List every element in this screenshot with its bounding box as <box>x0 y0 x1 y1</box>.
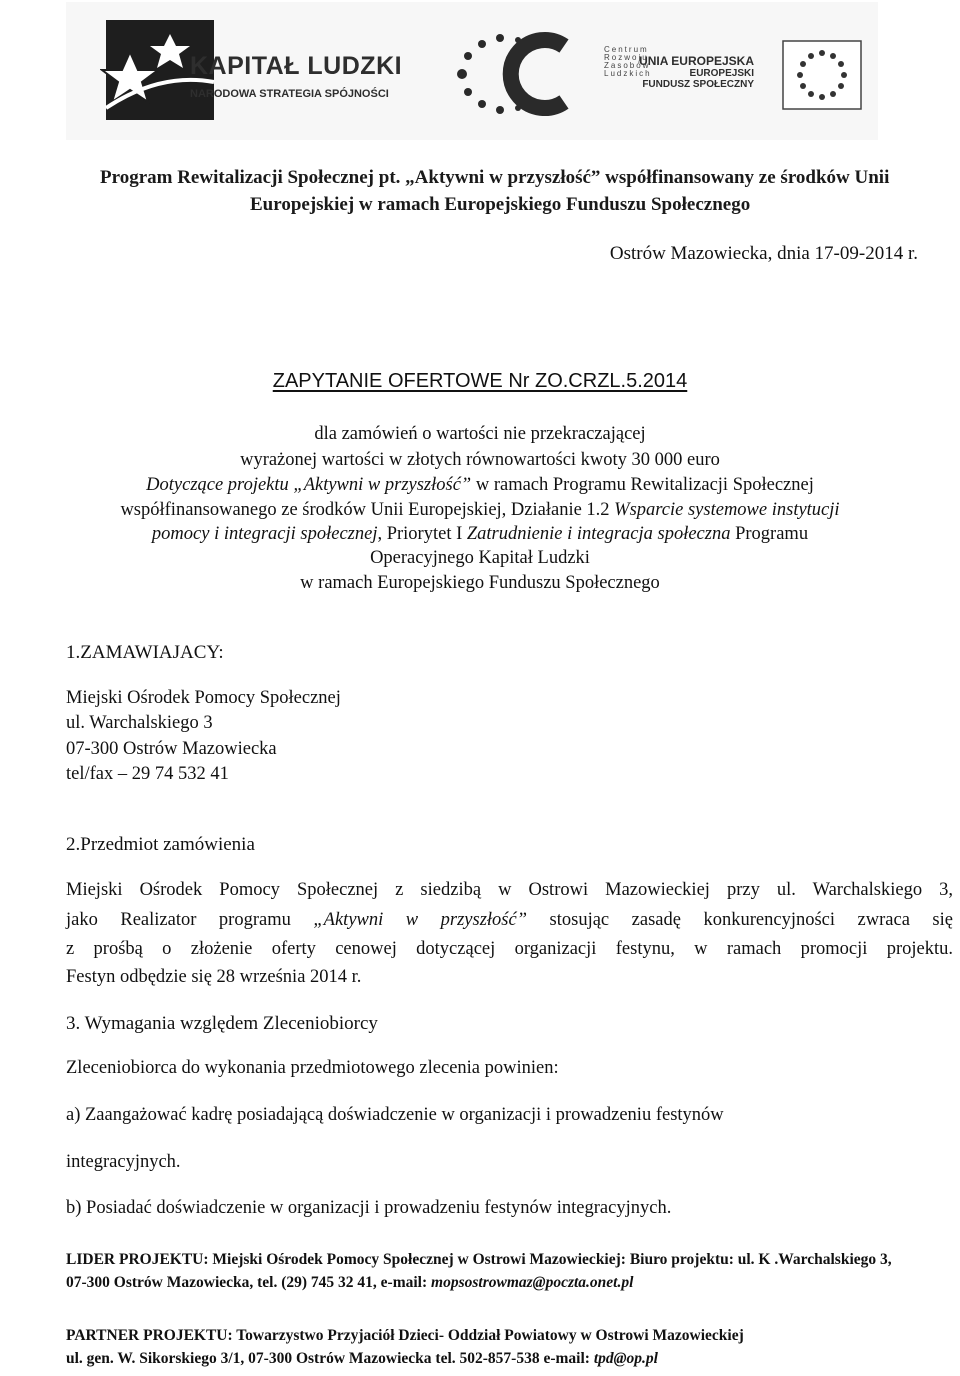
leader-email-link[interactable]: mopsostrowmaz@poczta.onet.pl <box>431 1274 634 1291</box>
intro-line-6: Operacyjnego Kapitał Ludzki <box>370 548 590 568</box>
eu-fund-text: UNIA EUROPEJSKA EUROPEJSKI FUNDUSZ SPOŁECZNY <box>639 54 754 90</box>
orderer-street: ul. Warchalskiego 3 <box>66 713 213 733</box>
section-3-intro: Zleceniobiorca do wykonania przedmiotowego zlecenia powinien: <box>66 1058 559 1078</box>
requirement-a-line-1: a) Zaangażować kadrę posiadającą doświadczenie w organizacji i prowadzeniu festynów <box>66 1105 724 1125</box>
leader-line-1: LIDER PROJEKTU: Miejski Ośrodek Pomocy Społecznej w Ostrowi Mazowieckiej: Biuro projektu: ul. K .Warchalskiego 3, <box>66 1251 892 1268</box>
section-2-heading: 2.Przedmiot zamówienia <box>66 834 255 855</box>
program-line-2: Europejskiej w ramach Europejskiego Funduszu Społecznego <box>250 194 751 215</box>
intro-line-2: wyrażonej wartości w złotych równowartości kwoty 30 000 euro <box>240 450 720 470</box>
document-title: ZAPYTANIE OFERTOWE Nr ZO.CRZL.5.2014 <box>272 370 688 392</box>
section-2-line-2: jako Realizator programu „Aktywni w przyszłość” stosując zasadę konkurencyjności zwraca się <box>66 910 953 930</box>
intro-line-3: Dotyczące projektu „Aktywni w przyszłość” w ramach Programu Rewitalizacji Społecznej <box>146 475 814 495</box>
kapital-ludzki-subtitle: NARODOWA STRATEGIA SPÓJNOŚCI <box>190 88 389 100</box>
intro-line-7: w ramach Europejskiego Funduszu Społecznego <box>300 573 660 593</box>
place-date: Ostrów Mazowiecka, dnia 17-09-2014 r. <box>609 243 918 264</box>
intro-line-1: dla zamówień o wartości nie przekraczającej <box>314 424 646 444</box>
crz-text: Centrum Rozwoju Zasobów Ludzkich <box>604 45 652 78</box>
requirement-a-line-2: integracyjnych. <box>66 1152 181 1172</box>
program-line-1: Program Rewitalizacji Społecznej pt. „Aktywni w przyszłość” współfinansowany ze środków Unii <box>100 167 890 188</box>
section-2-line-3: z prośbą o złożenie oferty cenowej dotyczącej organizacji festynu, w ramach promocji projektu. <box>66 939 953 959</box>
orderer-city: 07-300 Ostrów Mazowiecka <box>66 739 277 759</box>
kapital-ludzki-title: KAPITAŁ LUDZKI <box>190 52 403 80</box>
section-1-heading: 1.ZAMAWIAJACY: <box>66 642 224 663</box>
intro-line-5: pomocy i integracji społecznej, Priorytet I Zatrudnienie i integracja społeczna Programu <box>151 524 809 544</box>
leader-line-2: 07-300 Ostrów Mazowiecka, tel. (29) 745 32 41, e-mail: mopsostrowmaz@poczta.onet.pl <box>66 1274 634 1291</box>
section-3-heading: 3. Wymagania względem Zleceniobiorcy <box>66 1013 378 1034</box>
partner-email-link[interactable]: tpd@op.pl <box>593 1350 658 1367</box>
logo-banner <box>66 2 878 140</box>
eu-stars-flag-logo <box>782 40 862 110</box>
partner-line-1: PARTNER PROJEKTU: Towarzystwo Przyjaciół Dzieci- Oddział Powiatowy w Ostrowi Mazowieckiej <box>66 1327 744 1344</box>
section-2-line-4: Festyn odbędzie się 28 września 2014 r. <box>66 967 362 987</box>
orderer-name: Miejski Ośrodek Pomocy Społecznej <box>66 688 341 708</box>
intro-line-4: współfinansowanego ze środków Unii Europejskiej, Działanie 1.2 Wsparcie systemowe instytucji <box>120 500 840 520</box>
orderer-phone: tel/fax – 29 74 532 41 <box>66 764 229 784</box>
requirement-b: b) Posiadać doświadczenie w organizacji i prowadzeniu festynów integracyjnych. <box>66 1198 672 1218</box>
partner-line-2: ul. gen. W. Sikorskiego 3/1, 07-300 Ostrów Mazowiecka tel. 502-857-538 e-mail: tpd@op.pl <box>66 1350 658 1367</box>
section-2-line-1: Miejski Ośrodek Pomocy Społecznej z siedzibą w Ostrowi Mazowieckiej przy ul. Warchalskiego 3, <box>66 880 953 900</box>
